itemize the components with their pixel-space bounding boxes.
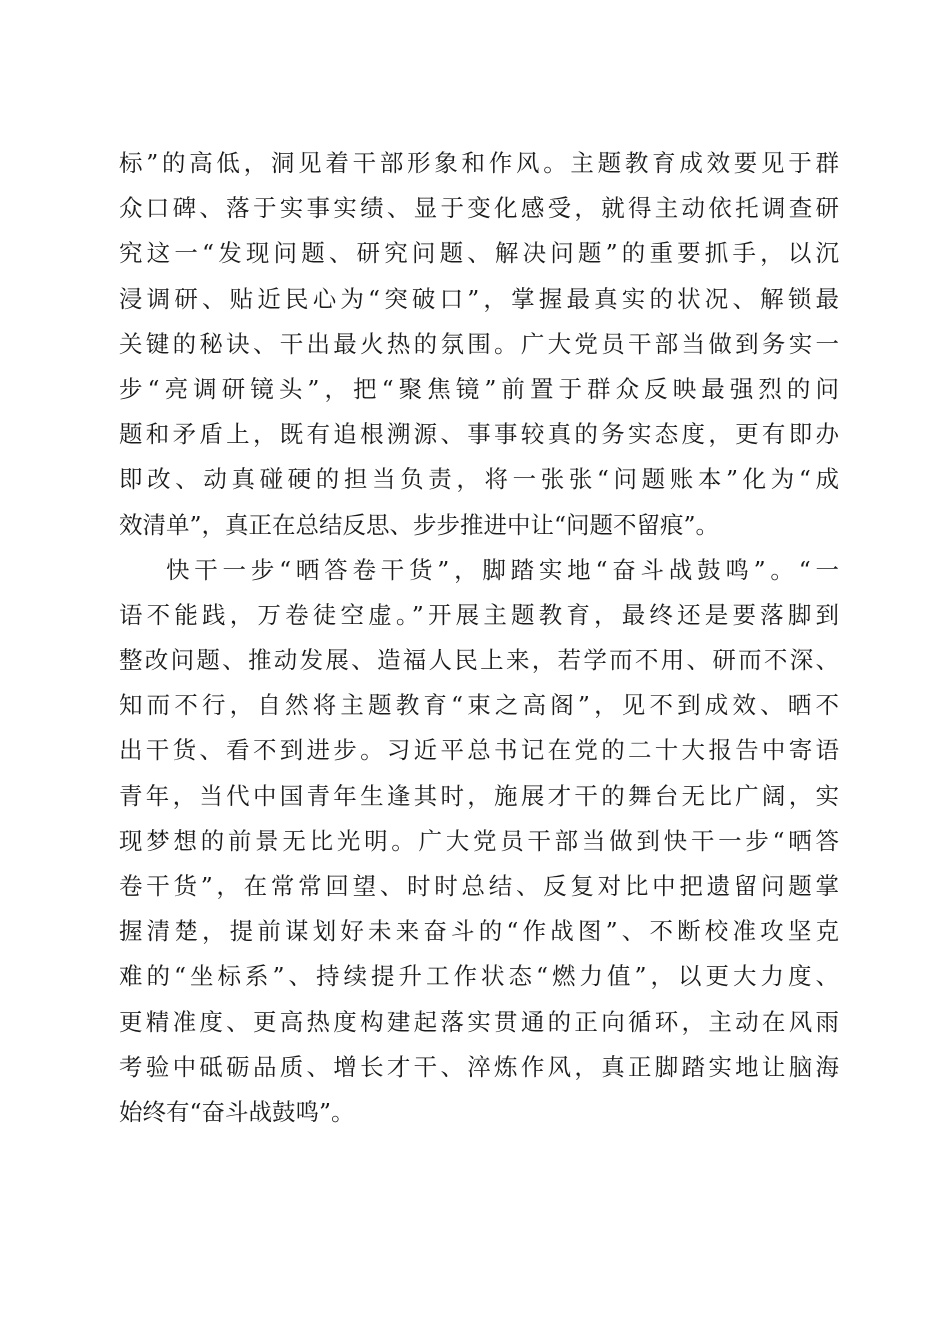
text-line: 标”的高低，洞见着干部形象和作风。主题教育成效要见于群 bbox=[119, 149, 839, 177]
text-line: 众口碑、落于实事实绩、显于变化感受，就得主动依托调查研 bbox=[119, 194, 839, 223]
body-text bbox=[119, 141, 839, 1135]
text-line: 效清单”，真正在总结反思、步步推进中让“问题不留痕”。 bbox=[119, 510, 720, 539]
text-line: 难的“坐标系”、持续提升工作状态“燃力值”，以更大力度、 bbox=[119, 962, 839, 991]
text-line: 语不能践，万卷徒空虚。”开展主题教育，最终还是要落脚到 bbox=[119, 600, 839, 629]
text-line: 考验中砥砺品质、增长才干、淬炼作风，真正脚踏实地让脑海 bbox=[119, 1052, 839, 1081]
text-line: 快干一步“晒答卷干货”，脚踏实地“奋斗战鼓鸣”。“一 bbox=[166, 555, 839, 584]
text-line: 浸调研、贴近民心为“突破口”，掌握最真实的状况、解锁最 bbox=[119, 284, 839, 313]
text-line: 题和矛盾上，既有追根溯源、事事较真的务实态度，更有即办 bbox=[119, 420, 839, 449]
text-line: 始终有“奋斗战鼓鸣”。 bbox=[119, 1097, 355, 1126]
text-line: 即改、动真碰硬的担当负责，将一张张“问题账本”化为“成 bbox=[119, 465, 839, 494]
text-line: 步“亮调研镜头”，把“聚焦镜”前置于群众反映最强烈的问 bbox=[119, 374, 839, 403]
text-line: 关键的秘诀、干出最火热的氛围。广大党员干部当做到务实一 bbox=[119, 329, 839, 358]
text-line: 出干货、看不到进步。习近平总书记在党的二十大报告中寄语 bbox=[119, 736, 839, 765]
text-line: 握清楚，提前谋划好未来奋斗的“作战图”、不断校准攻坚克 bbox=[119, 917, 839, 946]
paragraph-1 bbox=[119, 141, 839, 548]
text-line: 现梦想的前景无比光明。广大党员干部当做到快干一步“晒答 bbox=[119, 826, 839, 855]
text-line: 整改问题、推动发展、造福人民上来，若学而不用、研而不深、 bbox=[119, 646, 839, 675]
text-line: 更精准度、更高热度构建起落实贯通的正向循环，主动在风雨 bbox=[119, 1007, 839, 1036]
text-line: 知而不行，自然将主题教育“束之高阁”，见不到成效、晒不 bbox=[119, 691, 839, 720]
paragraph-2 bbox=[119, 548, 839, 1135]
text-line: 青年，当代中国青年生逢其时，施展才干的舞台无比广阔，实 bbox=[119, 781, 839, 810]
text-line: 究这一“发现问题、研究问题、解决问题”的重要抓手，以沉 bbox=[119, 239, 839, 268]
text-line: 卷干货”，在常常回望、时时总结、反复对比中把遗留问题掌 bbox=[119, 872, 839, 900]
